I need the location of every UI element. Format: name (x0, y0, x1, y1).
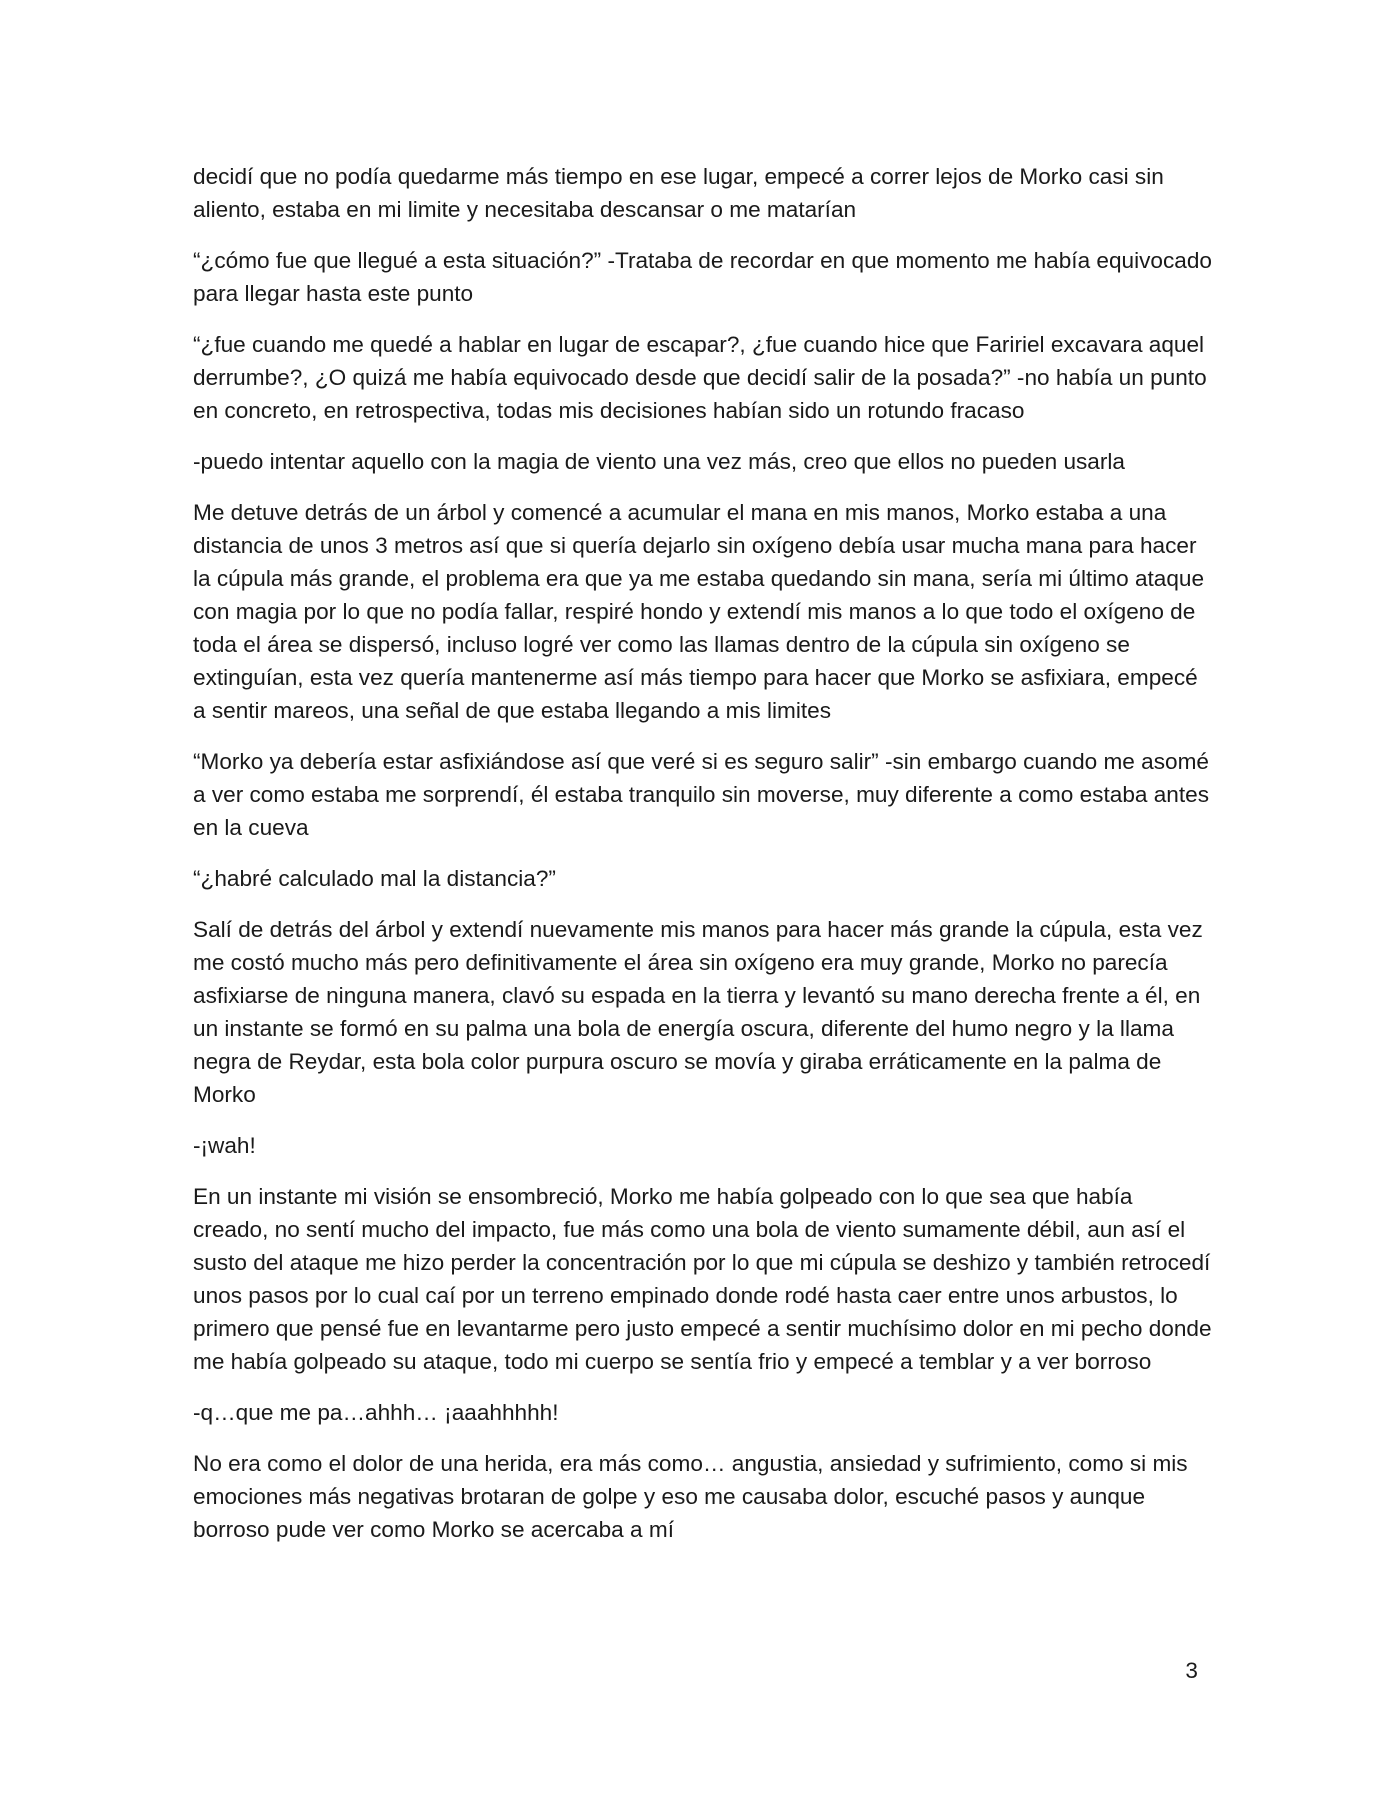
paragraph-6: “Morko ya debería estar asfixiándose así que veré si es seguro salir” -sin embargo cuando me asomé a ver como estaba me sorprendí, él estaba tranquilo sin moverse, muy diferente a como estaba antes en la cueva (193, 749, 1210, 840)
paragraph-4: -puedo intentar aquello con la magia de viento una vez más, creo que ellos no pueden usarla (193, 449, 1125, 474)
page-number: 3 (1185, 1658, 1198, 1683)
paragraph-9: -¡wah! (193, 1133, 256, 1158)
paragraph-8: Salí de detrás del árbol y extendí nuevamente mis manos para hacer más grande la cúpula, esta vez me costó mucho más pero definitivamente el área sin oxígeno era muy grande, Morko no parecía asfixiarse de ninguna manera, clavó su espada en la tierra y levantó su mano derecha frente a él, en un instante se formó en su palma una bola de energía oscura, diferente del humo negro y la llama negra de Reydar, esta bola color purpura oscuro se movía y giraba erráticamente en la palma de Morko (193, 917, 1203, 1107)
paragraph-10: En un instante mi visión se ensombreció, Morko me había golpeado con lo que sea que había creado, no sentí mucho del impacto, fue más como una bola de viento sumamente débil, aun así el susto del ataque me hizo perder la concentración por lo que mi cúpula se deshizo y también retrocedí unos pasos por lo cual caí por un terreno empinado donde rodé hasta caer entre unos arbustos, lo primero que pensé fue en levantarme pero justo empecé a sentir muchísimo dolor en mi pecho donde me había golpeado su ataque, todo mi cuerpo se sentía frio y empecé a temblar y a ver borroso (193, 1184, 1212, 1374)
page-body (193, 160, 1213, 1564)
paragraph-12: No era como el dolor de una herida, era más como… angustia, ansiedad y sufrimiento, como si mis emociones más negativas brotaran de golpe y eso me causaba dolor, escuché pasos y aunque borroso pude ver como Morko se acercaba a mí (193, 1451, 1188, 1542)
paragraph-3: “¿fue cuando me quedé a hablar en lugar de escapar?, ¿fue cuando hice que Faririel excavara aquel derrumbe?, ¿O quizá me había equivocado desde que decidí salir de la posada?” -no había un punto en concreto, en retrospectiva, todas mis decisiones habían sido un rotundo fracaso (193, 332, 1207, 423)
paragraph-2: “¿cómo fue que llegué a esta situación?” -Trataba de recordar en que momento me había equivocado para llegar hasta este punto (193, 248, 1212, 306)
paragraph-7: “¿habré calculado mal la distancia?” (193, 866, 556, 891)
paragraph-5: Me detuve detrás de un árbol y comencé a acumular el mana en mis manos, Morko estaba a una distancia de unos 3 metros así que si quería dejarlo sin oxígeno debía usar mucha mana para hacer la cúpula más grande, el problema era que ya me estaba quedando sin mana, sería mi último ataque con magia por lo que no podía fallar, respiré hondo y extendí mis manos a lo que todo el oxígeno de toda el área se dispersó, incluso logré ver como las llamas dentro de la cúpula sin oxígeno se extinguían, esta vez quería mantenerme así más tiempo para hacer que Morko se asfixiara, empecé a sentir mareos, una señal de que estaba llegando a mis limites (193, 500, 1205, 723)
paragraph-1: decidí que no podía quedarme más tiempo en ese lugar, empecé a correr lejos de Morko casi sin aliento, estaba en mi limite y necesitaba descansar o me matarían (193, 164, 1164, 222)
paragraph-11: -q…que me pa…ahhh… ¡aaahhhhh! (193, 1400, 559, 1425)
